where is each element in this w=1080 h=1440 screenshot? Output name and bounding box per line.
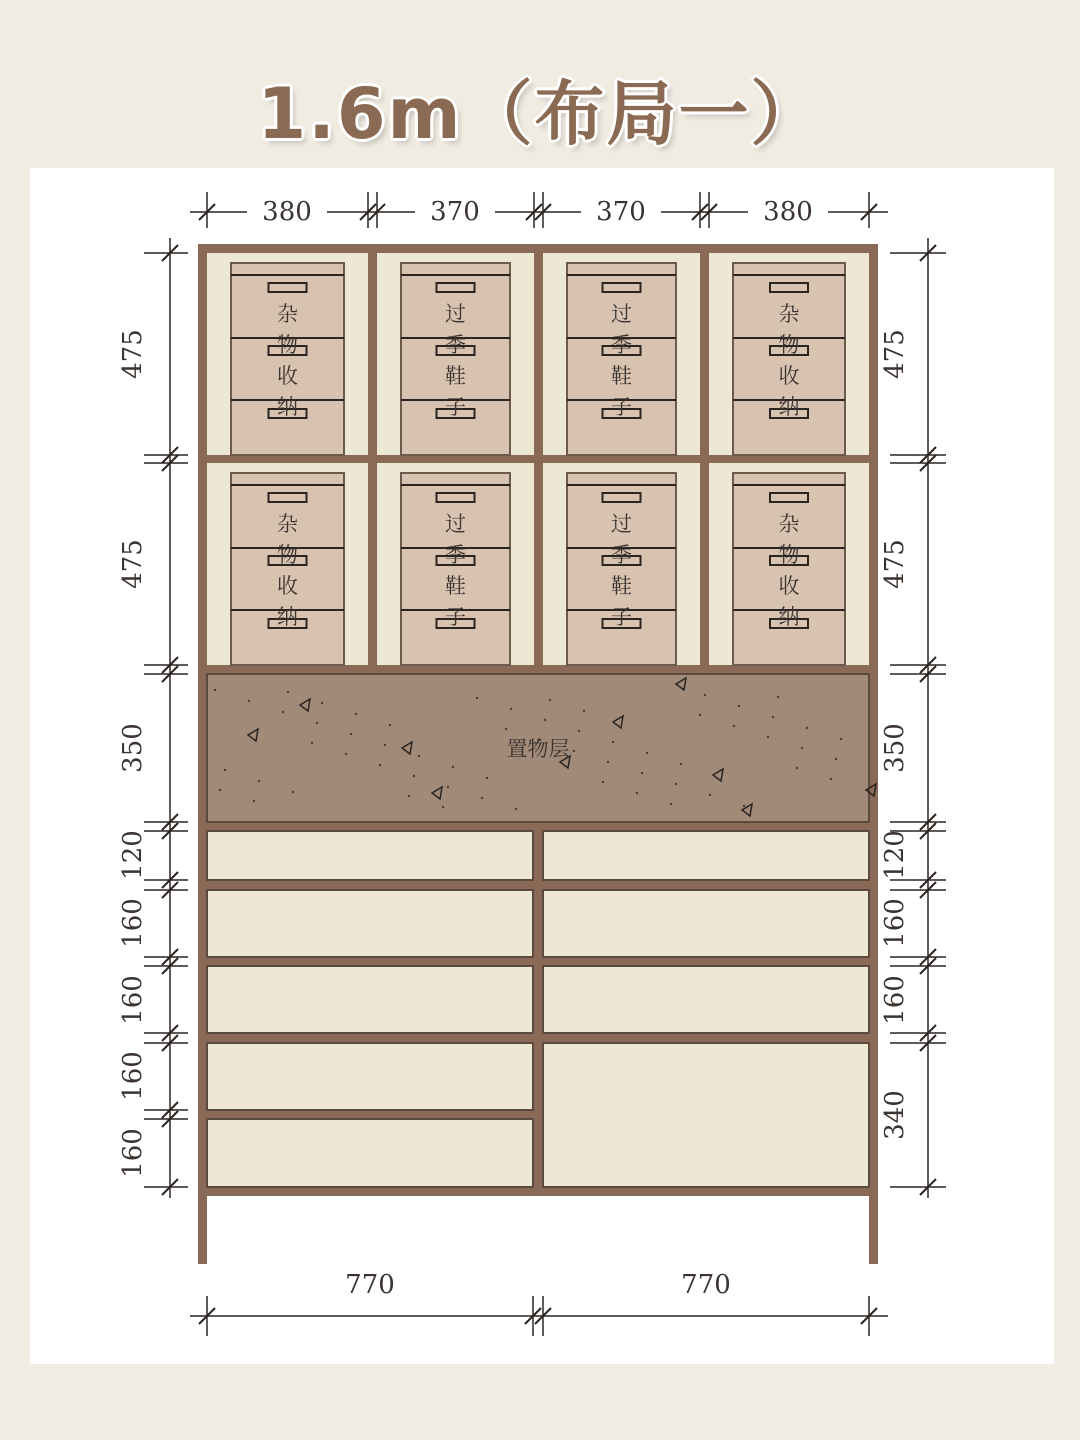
shelf-texture-dot bbox=[476, 697, 478, 699]
dimension-label-left: 160 bbox=[118, 1051, 148, 1101]
drawer-left bbox=[207, 1043, 533, 1110]
shelf-texture-dot bbox=[253, 800, 255, 802]
wardrobe-diagram bbox=[30, 168, 1054, 1364]
box-label: 收 bbox=[277, 364, 298, 388]
shelf-texture-dot bbox=[733, 725, 735, 727]
shelf-texture-dot bbox=[806, 727, 808, 729]
shelf-texture-dot bbox=[321, 702, 323, 704]
shelf-texture-dot bbox=[583, 710, 585, 712]
shelf-texture-dot bbox=[612, 741, 614, 743]
shelf-texture-dot bbox=[282, 711, 284, 713]
dimension-label-top: 380 bbox=[763, 197, 813, 227]
shelf-texture-dot bbox=[248, 700, 250, 702]
dimension-label-right: 120 bbox=[880, 830, 910, 880]
dimension-label-bottom: 770 bbox=[681, 1270, 731, 1300]
box-label: 鞋 bbox=[611, 364, 632, 388]
shelf-texture-dot bbox=[602, 781, 604, 783]
shelf-texture-dot bbox=[801, 747, 803, 749]
box-label: 过 bbox=[445, 512, 466, 536]
box-label: 物 bbox=[277, 543, 298, 567]
dimension-label-right: 340 bbox=[880, 1090, 910, 1140]
shelf-texture-dot bbox=[418, 755, 420, 757]
shelf-texture-dot bbox=[510, 708, 512, 710]
shelf-texture-dot bbox=[379, 764, 381, 766]
box-label: 纳 bbox=[778, 605, 800, 629]
box-label: 过 bbox=[611, 512, 632, 536]
box-label: 季 bbox=[445, 543, 466, 567]
box-label: 季 bbox=[611, 333, 632, 357]
shelf-texture-dot bbox=[442, 806, 444, 808]
shelf-texture-dot bbox=[505, 728, 507, 730]
shelf-texture-dot bbox=[573, 750, 575, 752]
shelf-texture-dot bbox=[704, 694, 706, 696]
dimension-label-top: 370 bbox=[596, 197, 646, 227]
drawer-right bbox=[543, 966, 869, 1033]
shelf-texture-dot bbox=[738, 705, 740, 707]
box-label: 子 bbox=[445, 605, 466, 629]
shelf-texture-dot bbox=[311, 742, 313, 744]
box-label: 子 bbox=[611, 395, 632, 419]
shelf-texture-dot bbox=[350, 733, 352, 735]
box-label: 鞋 bbox=[445, 574, 466, 598]
shelf-texture-dot bbox=[413, 775, 415, 777]
box-label: 杂 bbox=[277, 512, 298, 536]
diagram-panel bbox=[30, 168, 1054, 1364]
dimension-label-right: 350 bbox=[880, 723, 910, 773]
box-label: 物 bbox=[277, 333, 298, 357]
dimension-label-right: 160 bbox=[880, 975, 910, 1025]
box-label: 杂 bbox=[277, 302, 298, 326]
box-label: 纳 bbox=[778, 395, 800, 419]
shelf-texture-dot bbox=[680, 763, 682, 765]
dimension-label-top: 370 bbox=[430, 197, 480, 227]
shelf-texture-dot bbox=[384, 744, 386, 746]
dimension-label-right: 160 bbox=[880, 898, 910, 948]
box-label: 纳 bbox=[277, 605, 298, 629]
shelf-texture-dot bbox=[699, 714, 701, 716]
dimension-label-left: 160 bbox=[118, 975, 148, 1025]
drawer-left bbox=[207, 966, 533, 1033]
drawer-left bbox=[207, 1119, 533, 1187]
box-label: 物 bbox=[778, 543, 800, 567]
shelf-texture-dot bbox=[258, 780, 260, 782]
shelf-texture-dot bbox=[796, 767, 798, 769]
shelf-texture-dot bbox=[578, 730, 580, 732]
shelf-texture-dot bbox=[345, 753, 347, 755]
dimension-label-left: 475 bbox=[118, 539, 148, 589]
dimension-label-left: 350 bbox=[118, 723, 148, 773]
dimension-label-right: 475 bbox=[880, 539, 910, 589]
box-label: 鞋 bbox=[445, 364, 466, 388]
shelf-texture-dot bbox=[408, 795, 410, 797]
dimension-label-left: 475 bbox=[118, 329, 148, 379]
shelf-texture-dot bbox=[224, 769, 226, 771]
shelf-texture-dot bbox=[214, 689, 216, 691]
box-label: 过 bbox=[611, 302, 632, 326]
box-label: 收 bbox=[277, 574, 298, 598]
shelf-texture-dot bbox=[840, 738, 842, 740]
shelf-texture-dot bbox=[355, 713, 357, 715]
box-label: 杂 bbox=[778, 512, 800, 536]
box-label: 季 bbox=[611, 543, 632, 567]
shelf-texture-dot bbox=[835, 758, 837, 760]
shelf-texture-dot bbox=[515, 808, 517, 810]
box-label: 收 bbox=[778, 574, 800, 598]
box-label: 收 bbox=[778, 364, 800, 388]
shelf-texture-dot bbox=[743, 805, 745, 807]
shelf-texture-dot bbox=[486, 777, 488, 779]
box-label: 子 bbox=[611, 605, 632, 629]
shelf-texture-dot bbox=[447, 786, 449, 788]
box-label: 纳 bbox=[277, 395, 298, 419]
dimension-label-left: 160 bbox=[118, 1128, 148, 1178]
drawer-left bbox=[207, 890, 533, 957]
dimension-label-right: 475 bbox=[880, 329, 910, 379]
cabinet-leg-left bbox=[198, 1195, 207, 1264]
drawer-left bbox=[207, 831, 533, 880]
dimension-label-bottom: 770 bbox=[345, 1270, 395, 1300]
shelf-texture-dot bbox=[287, 691, 289, 693]
shelf-texture-dot bbox=[452, 766, 454, 768]
cabinet-base bbox=[198, 1187, 878, 1196]
shelf-texture-dot bbox=[772, 716, 774, 718]
shelf-texture-dot bbox=[481, 797, 483, 799]
drawer-right bbox=[543, 831, 869, 880]
shelf-texture-dot bbox=[544, 719, 546, 721]
dimension-label-left: 160 bbox=[118, 898, 148, 948]
shelf-texture-dot bbox=[675, 783, 677, 785]
shelf-texture-dot bbox=[777, 696, 779, 698]
shelf-texture-dot bbox=[549, 699, 551, 701]
shelf-texture-dot bbox=[830, 778, 832, 780]
box-label: 过 bbox=[445, 302, 466, 326]
cabinet-leg-right bbox=[869, 1195, 878, 1264]
drawer-right bbox=[543, 1043, 869, 1187]
shelf-texture-dot bbox=[646, 752, 648, 754]
shelf-texture-dot bbox=[607, 761, 609, 763]
shelf-texture-dot bbox=[219, 789, 221, 791]
shelf-texture-dot bbox=[636, 792, 638, 794]
shelf-texture-dot bbox=[389, 724, 391, 726]
page-title: 1.6m（布局一） bbox=[257, 73, 823, 155]
shelf-texture-dot bbox=[670, 803, 672, 805]
box-label: 季 bbox=[445, 333, 466, 357]
shelf-texture-dot bbox=[292, 791, 294, 793]
dimension-label-top: 380 bbox=[262, 197, 312, 227]
dimension-label-left: 120 bbox=[118, 830, 148, 880]
drawer-right bbox=[543, 890, 869, 957]
shelf-texture-dot bbox=[316, 722, 318, 724]
shelf-texture-dot bbox=[709, 794, 711, 796]
shelf-label: 置物层 bbox=[506, 737, 570, 761]
shelf-texture-dot bbox=[641, 772, 643, 774]
box-label: 杂 bbox=[778, 302, 800, 326]
shelf-texture-dot bbox=[767, 736, 769, 738]
box-label: 子 bbox=[445, 395, 466, 419]
box-label: 物 bbox=[778, 333, 800, 357]
box-label: 鞋 bbox=[611, 574, 632, 598]
